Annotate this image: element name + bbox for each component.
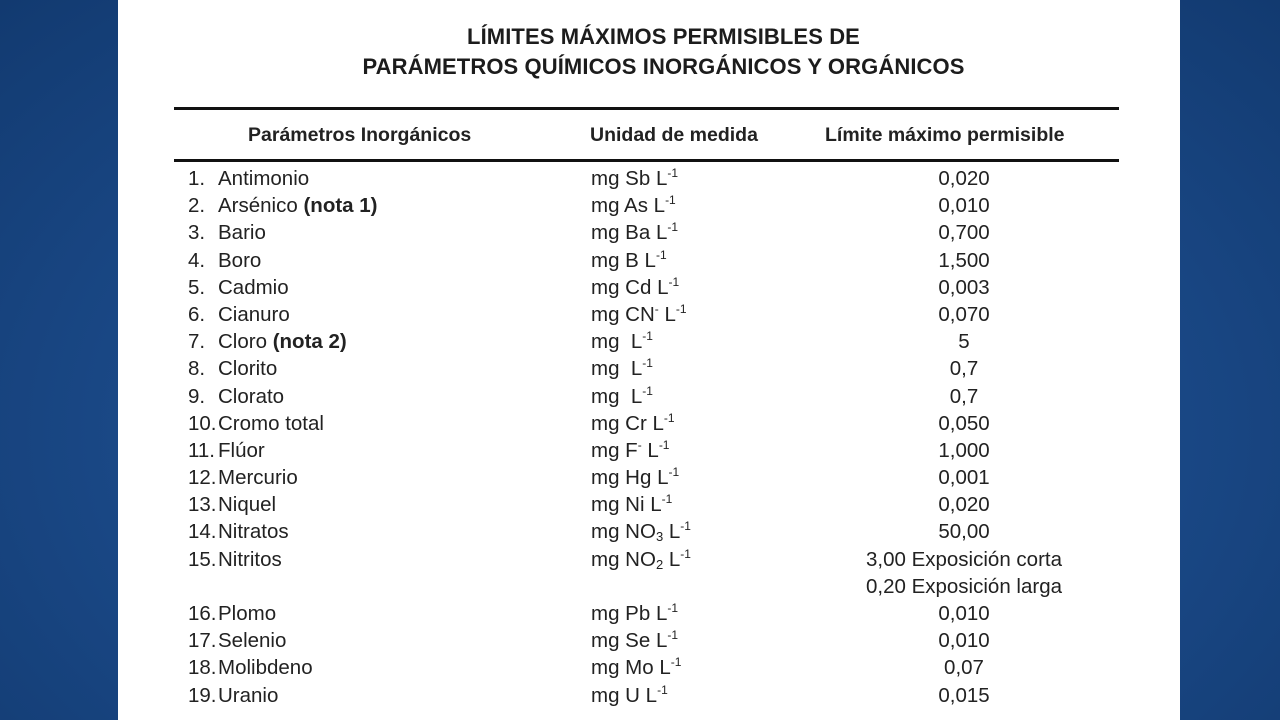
unit-superscript: -1 — [667, 220, 679, 235]
parameter-name: Cromo total — [218, 411, 324, 435]
parameter-cell — [188, 410, 324, 437]
unit-superscript: -1 — [665, 193, 676, 208]
unit-superscript: -1 — [642, 356, 653, 371]
parameter-cell — [188, 355, 277, 382]
unit-superscript: -1 — [680, 546, 691, 561]
limit-value: 3,00 Exposición corta — [865, 547, 1063, 571]
parameter-cell — [188, 437, 265, 464]
unit-superscript: -1 — [642, 329, 653, 344]
unit-cell — [591, 491, 672, 518]
limit-cell — [938, 192, 989, 219]
limit-cell — [938, 464, 989, 491]
limit-cell — [944, 654, 984, 681]
table-body — [118, 165, 1180, 709]
parameter-cell — [188, 328, 347, 355]
limit-cell — [938, 301, 989, 328]
unit-text: mg Pb L — [591, 602, 668, 626]
unit-subscript: 2 — [655, 556, 664, 572]
row-number: 4. — [188, 248, 206, 272]
unit-text: L — [663, 520, 681, 544]
unit-superscript: -1 — [668, 465, 680, 480]
parameter-cell — [188, 192, 378, 219]
row-number: 1. — [188, 167, 206, 190]
title-line-2: PARÁMETROS QUÍMICOS INORGÁNICOS Y ORGÁNICOS — [362, 54, 965, 79]
header-unit: Unidad de medida — [590, 124, 758, 146]
table-row — [118, 192, 1180, 219]
parameter-note: (nota 2) — [272, 330, 347, 354]
unit-text: L — [641, 438, 659, 462]
unit-cell — [591, 192, 676, 219]
unit-cell — [591, 518, 691, 545]
unit-cell — [591, 437, 669, 464]
limit-cell — [866, 546, 1062, 600]
limit-value: 0,700 — [938, 221, 990, 245]
parameter-cell — [188, 627, 286, 654]
limit-value: 0,020 — [938, 167, 990, 190]
parameter-name: Plomo — [218, 602, 277, 626]
unit-superscript: -1 — [642, 383, 653, 398]
limit-cell — [938, 682, 989, 709]
unit-cell — [591, 383, 653, 410]
unit-text: mg Ba L — [591, 221, 668, 245]
unit-cell — [591, 219, 678, 246]
unit-text: mg B L — [591, 248, 656, 272]
parameter-cell — [188, 682, 278, 709]
row-number: 15. — [188, 547, 217, 571]
parameter-name: Cadmio — [218, 275, 289, 299]
limit-value: 0,7 — [949, 357, 979, 381]
parameter-cell — [188, 247, 261, 274]
header-limit: Límite máximo permisible — [825, 124, 1065, 146]
row-number: 12. — [188, 466, 217, 490]
limit-cell — [938, 274, 989, 301]
table-row — [118, 682, 1180, 709]
parameter-name: Clorato — [218, 384, 285, 408]
parameter-name: Molibdeno — [218, 656, 313, 680]
unit-cell — [591, 682, 668, 709]
unit-text: mg L — [591, 384, 643, 408]
parameter-name: Selenio — [218, 629, 287, 653]
unit-text: mg F — [591, 438, 638, 462]
table-row — [118, 437, 1180, 464]
limit-value: 0,7 — [949, 384, 979, 408]
row-number: 13. — [188, 493, 217, 517]
limit-value: 0,070 — [938, 302, 990, 326]
unit-superscript: -1 — [670, 655, 682, 670]
unit-text: mg NO — [591, 520, 656, 544]
row-number: 3. — [188, 221, 206, 245]
unit-superscript: -1 — [661, 492, 673, 507]
table-row — [118, 410, 1180, 437]
table-row — [118, 546, 1180, 600]
limit-value: 0,010 — [938, 194, 990, 218]
limit-value: 50,00 — [938, 520, 990, 544]
limit-value: 0,010 — [938, 629, 990, 653]
parameter-name: Clorito — [218, 357, 278, 381]
row-number: 17. — [188, 629, 217, 653]
row-number: 19. — [188, 683, 217, 707]
row-number: 8. — [188, 357, 206, 381]
limit-value: 1,000 — [938, 438, 990, 462]
limit-cell — [938, 165, 989, 192]
unit-superscript: -1 — [658, 437, 670, 452]
limit-cell — [938, 600, 989, 627]
limit-cell — [938, 410, 989, 437]
unit-superscript: -1 — [675, 301, 687, 316]
unit-cell — [591, 165, 678, 192]
parameter-name: Cianuro — [218, 302, 290, 326]
limit-value: 0,003 — [938, 275, 990, 299]
table-row — [118, 464, 1180, 491]
limit-value: 0,020 — [938, 493, 990, 517]
parameter-cell — [188, 518, 289, 545]
unit-cell — [591, 355, 653, 382]
unit-text: mg Cr L — [591, 411, 664, 435]
document-title — [118, 22, 1180, 82]
document-page — [118, 0, 1180, 720]
table-row — [118, 274, 1180, 301]
row-number: 11. — [188, 438, 215, 462]
unit-superscript: -1 — [667, 166, 679, 180]
limit-cell — [938, 627, 989, 654]
row-number: 7. — [188, 330, 206, 354]
table-row — [118, 219, 1180, 246]
table-row — [118, 491, 1180, 518]
unit-text: mg L — [591, 330, 643, 354]
parameter-name: Niquel — [218, 493, 277, 517]
parameter-cell — [188, 491, 276, 518]
unit-superscript: -1 — [667, 601, 679, 616]
limit-value: 0,07 — [944, 656, 984, 680]
unit-cell — [591, 627, 678, 654]
limit-cell — [938, 247, 989, 274]
unit-superscript: - — [654, 301, 659, 316]
limit-value-secondary: 0,20 Exposición larga — [865, 574, 1063, 598]
unit-cell — [591, 464, 679, 491]
unit-text: mg Se L — [591, 629, 668, 653]
unit-cell — [591, 301, 687, 328]
unit-superscript: -1 — [657, 682, 668, 697]
parameter-name: Boro — [218, 248, 262, 272]
unit-text: mg NO — [591, 547, 656, 571]
parameter-cell — [188, 383, 284, 410]
limit-value: 5 — [958, 330, 970, 354]
parameter-name: Cloro — [218, 330, 267, 354]
table-row — [118, 383, 1180, 410]
title-line-1: LÍMITES MÁXIMOS PERMISIBLES DE — [467, 24, 860, 49]
limit-value: 0,050 — [938, 411, 990, 435]
unit-text: L — [663, 547, 681, 571]
table-row — [118, 355, 1180, 382]
unit-text: mg U L — [591, 683, 658, 707]
unit-text: mg Ni L — [591, 493, 662, 517]
unit-superscript: - — [637, 437, 642, 452]
parameter-name: Flúor — [218, 438, 265, 462]
parameter-name: Nitratos — [218, 520, 289, 544]
row-number: 18. — [188, 656, 217, 680]
row-number: 16. — [188, 602, 217, 626]
unit-cell — [591, 546, 691, 573]
parameter-name: Nitritos — [218, 547, 282, 571]
parameter-name: Arsénico — [218, 194, 298, 218]
parameter-cell — [188, 654, 313, 681]
limit-value: 0,015 — [938, 683, 990, 707]
table-row — [118, 654, 1180, 681]
row-number: 9. — [188, 384, 206, 408]
row-number: 10. — [188, 411, 217, 435]
table-row — [118, 328, 1180, 355]
unit-text: mg Cd L — [591, 275, 669, 299]
unit-cell — [591, 600, 678, 627]
unit-cell — [591, 328, 653, 355]
unit-cell — [591, 274, 679, 301]
unit-text: mg Mo L — [591, 656, 671, 680]
parameter-cell — [188, 301, 290, 328]
unit-text: mg Sb L — [591, 167, 668, 190]
row-number: 2. — [188, 194, 206, 218]
limit-value: 1,500 — [938, 248, 990, 272]
table-row — [118, 600, 1180, 627]
limit-cell — [938, 437, 989, 464]
header-parameters: Parámetros Inorgánicos — [248, 124, 472, 146]
limit-cell — [950, 383, 979, 410]
unit-text: mg Hg L — [591, 466, 669, 490]
unit-text: L — [658, 302, 676, 326]
row-number: 6. — [188, 302, 206, 326]
limit-cell — [938, 518, 989, 545]
limit-value: 0,010 — [938, 602, 990, 626]
limit-cell — [958, 328, 969, 355]
parameter-cell — [188, 165, 309, 192]
row-number: 5. — [188, 275, 206, 299]
parameter-cell — [188, 600, 276, 627]
unit-cell — [591, 247, 667, 274]
parameter-name: Antimonio — [218, 167, 310, 190]
parameter-cell — [188, 546, 282, 573]
parameter-name: Bario — [218, 221, 266, 245]
unit-superscript: -1 — [668, 274, 680, 289]
unit-text: mg L — [591, 357, 643, 381]
table-row — [118, 165, 1180, 192]
limit-value: 0,001 — [938, 466, 990, 490]
unit-subscript: 3 — [655, 529, 664, 545]
table-row — [118, 301, 1180, 328]
row-number: 14. — [188, 520, 217, 544]
unit-cell — [591, 654, 681, 681]
limit-cell — [938, 491, 989, 518]
parameter-name: Uranio — [218, 683, 279, 707]
table-row — [118, 627, 1180, 654]
parameter-cell — [188, 219, 266, 246]
table-row — [118, 247, 1180, 274]
parameter-cell — [188, 464, 298, 491]
table-header-rule — [174, 159, 1119, 162]
limit-cell — [950, 355, 979, 382]
table-header-row — [118, 110, 1180, 159]
unit-text: mg As L — [591, 194, 666, 218]
parameter-cell — [188, 274, 289, 301]
parameter-note: (nota 1) — [303, 194, 378, 218]
limit-cell — [938, 219, 989, 246]
unit-cell — [591, 410, 675, 437]
unit-text: mg CN — [591, 302, 655, 326]
unit-superscript: -1 — [680, 519, 691, 534]
table-row — [118, 518, 1180, 545]
unit-superscript: -1 — [667, 628, 679, 643]
unit-superscript: -1 — [655, 247, 667, 262]
unit-superscript: -1 — [663, 410, 675, 425]
parameter-name: Mercurio — [218, 466, 298, 490]
